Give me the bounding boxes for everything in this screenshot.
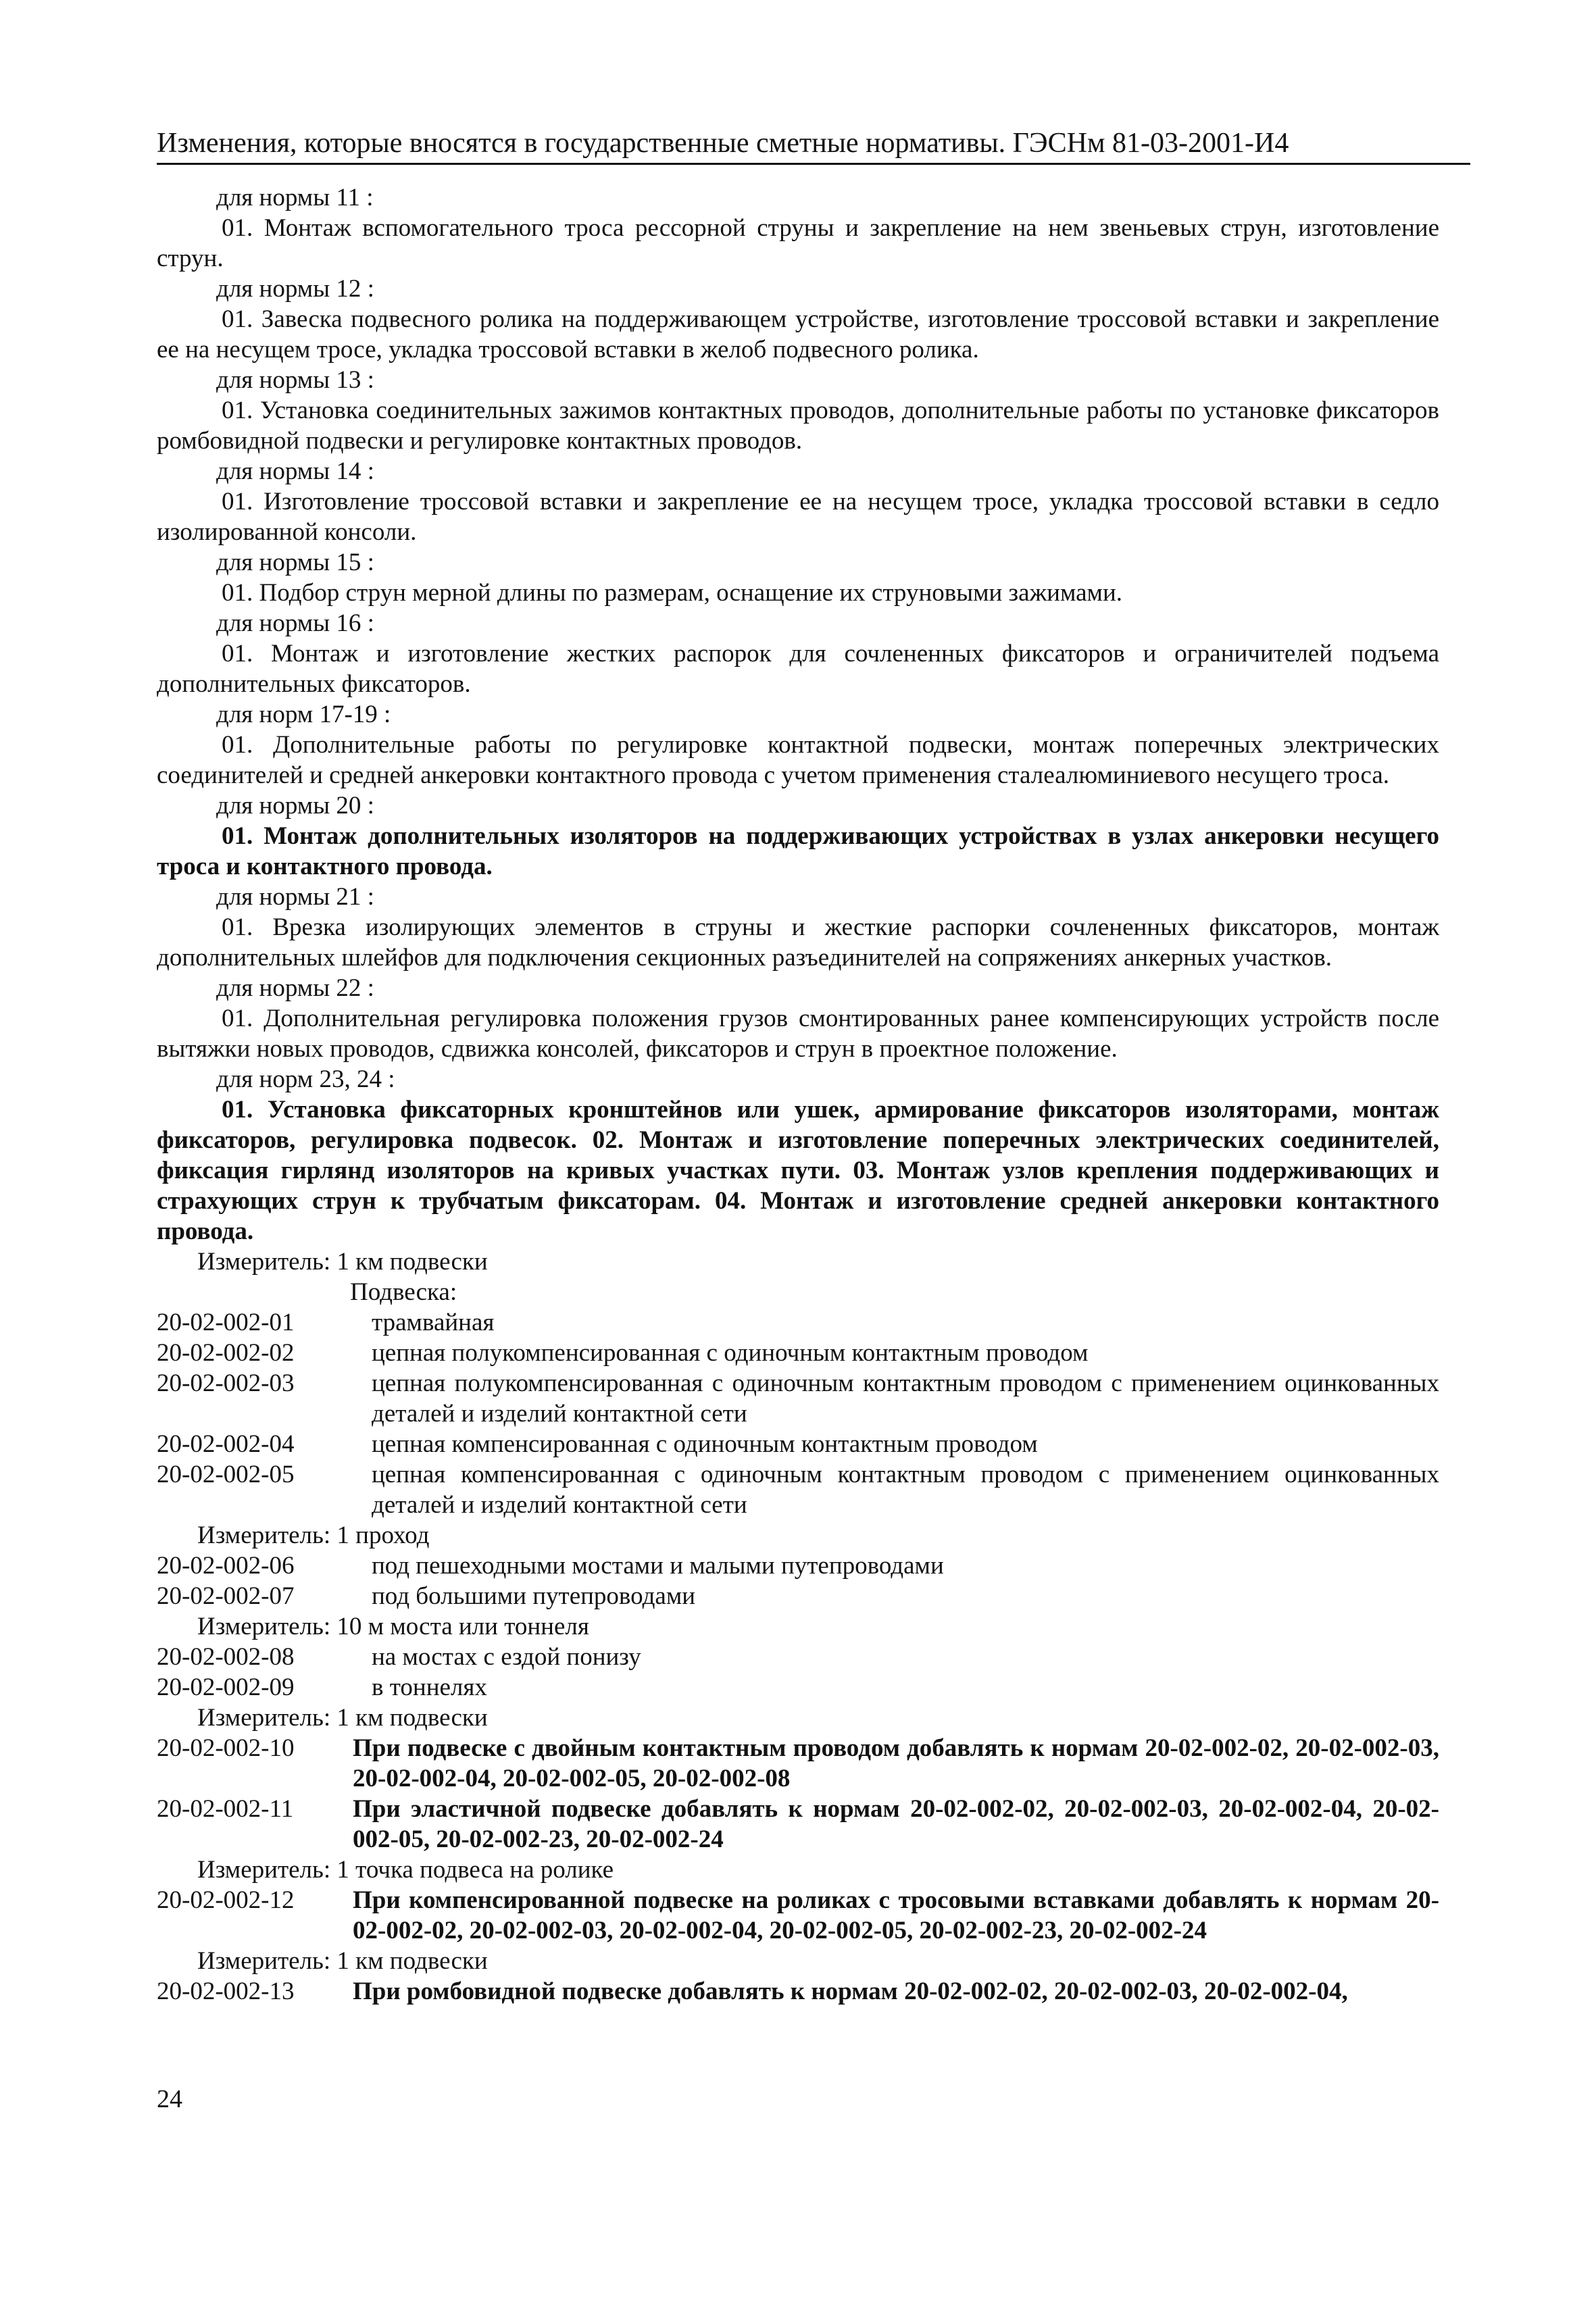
measurer-line: Измеритель: 10 м моста или тоннеля bbox=[197, 1613, 589, 1640]
norm-code: 20-02-002-05 bbox=[157, 1461, 295, 1488]
norm-code: 20-02-002-12 bbox=[157, 1886, 295, 1914]
norm-description: цепная компенсированная с одиночным контактным проводом с применением оцинкованных деталей и изделий контактной сети bbox=[372, 1461, 1439, 1519]
norm-label: для норм 17-19 : bbox=[216, 701, 391, 728]
norm-label: для нормы 13 : bbox=[216, 366, 374, 394]
measurer-line: Измеритель: 1 точка подвеса на ролике bbox=[197, 1856, 614, 1884]
norm-label: для норм 23, 24 : bbox=[216, 1065, 395, 1093]
page-number: 24 bbox=[157, 2085, 182, 2113]
table-row bbox=[157, 1642, 1439, 1672]
norm-code: 20-02-002-03 bbox=[157, 1369, 295, 1397]
norm-description: При эластичной подвеске добавлять к нормам 20-02-002-02, 20-02-002-03, 20-02-002-04, 20-02-002-05, 20-02-002-23, 20-02-002-24 bbox=[353, 1795, 1439, 1853]
norm-label: для нормы 21 : bbox=[216, 883, 374, 911]
norm-text: 01. Дополнительные работы по регулировке контактной подвески, монтаж поперечных электрических соединителей и средней анкеровки контактного провода с учетом применения сталеалюминиевого несущего троса. bbox=[157, 731, 1439, 789]
table-row bbox=[157, 1581, 1439, 1611]
norm-text: 01. Завеска подвесного ролика на поддерживающем устройстве, изготовление тросcовой вставки и закрепление ее на несущем тросе, укладка тросcовой вставки в желоб подвесного ролика. bbox=[157, 305, 1439, 363]
table-row bbox=[157, 1368, 1439, 1429]
norm-code: 20-02-002-04 bbox=[157, 1430, 295, 1458]
table-row bbox=[157, 1885, 1439, 1946]
norm-description: цепная компенсированная с одиночным контактным проводом bbox=[372, 1430, 1038, 1458]
norm-label: для нормы 22 : bbox=[216, 974, 374, 1002]
page-header: Изменения, которые вносятся в государственные сметные нормативы. ГЭСНм 81-03-2001-И4 bbox=[157, 128, 1289, 159]
norm-description: под пешеходными мостами и малыми путепроводами bbox=[372, 1552, 944, 1580]
norm-description: цепная полукомпенсированная с одиночным контактным проводом bbox=[372, 1339, 1089, 1367]
norm-text: 01. Монтаж дополнительных изоляторов на поддерживающих устройствах в узлах анкеровки несущего троса и контактного провода. bbox=[157, 822, 1439, 880]
norm-code: 20-02-002-08 bbox=[157, 1643, 295, 1671]
norm-code: 20-02-002-10 bbox=[157, 1734, 295, 1762]
norm-text: 01. Монтаж и изготовление жестких распорок для сочлененных фиксаторов и ограничителей подъема дополнительных фиксаторов. bbox=[157, 640, 1439, 698]
measurer-line: Измеритель: 1 км подвески bbox=[197, 1704, 488, 1732]
norm-label: для нормы 14 : bbox=[216, 457, 374, 485]
measurer-line: Измеритель: 1 проход bbox=[197, 1521, 430, 1549]
norm-text: 01. Врезка изолирующих элементов в струны и жесткие распорки сочлененных фиксаторов, монтаж дополнительных шлейфов для подключения секционных разъединителей на сопряжениях анкерных участков. bbox=[157, 913, 1439, 972]
norm-text: 01. Изготовление тросcовой вставки и закрепление ее на несущем тросе, укладка тросcовой вставки в седло изолированной консоли. bbox=[157, 488, 1439, 546]
norm-description: под большими путепроводами bbox=[372, 1582, 696, 1610]
table-row bbox=[157, 1672, 1439, 1703]
measurer-line: Измеритель: 1 км подвески bbox=[197, 1947, 488, 1975]
table-row bbox=[157, 1307, 1439, 1338]
table-row bbox=[157, 1794, 1439, 1855]
norm-text: 01. Установка соединительных зажимов контактных проводов, дополнительные работы по установке фиксаторов ромбовидной подвески и регулировке контактных проводов. bbox=[157, 397, 1439, 455]
norm-description: цепная полукомпенсированная с одиночным контактным проводом с применением оцинкованных деталей и изделий контактной сети bbox=[372, 1369, 1439, 1428]
norm-code: 20-02-002-07 bbox=[157, 1582, 295, 1610]
table-row bbox=[157, 1733, 1439, 1794]
norm-label: для нормы 15 : bbox=[216, 549, 374, 576]
document-body bbox=[157, 182, 1439, 2007]
norm-text: 01. Установка фиксаторных кронштейнов или ушек, армирование фиксаторов изоляторами, монтаж фиксаторов, регулировка подвесок. 02. Монтаж и изготовление поперечных электрических соединителей, фиксация гирлянд изоляторов на кривых участках пути. 03. Монтаж узлов крепления поддерживающих и страхующих струн к трубчатым фиксаторам. 04. Монтаж и изготовление средней анкеровки контактного провода. bbox=[157, 1096, 1439, 1245]
table-subheading: Подвеска: bbox=[350, 1278, 457, 1306]
norm-text: 01. Подбор струн мерной длины по размерам, оснащение их струновыми зажимами. bbox=[222, 579, 1122, 607]
table-row bbox=[157, 1976, 1439, 2007]
table-row bbox=[157, 1459, 1439, 1520]
table-row bbox=[157, 1338, 1439, 1368]
norm-code: 20-02-002-13 bbox=[157, 1978, 295, 2005]
norm-label: для нормы 16 : bbox=[216, 609, 374, 637]
norm-text: 01. Дополнительная регулировка положения грузов смонтированных ранее компенсирующих устройств после вытяжки новых проводов, сдвижка консолей, фиксаторов и струн в проектное положение. bbox=[157, 1005, 1439, 1063]
norm-code: 20-02-002-11 bbox=[157, 1795, 294, 1823]
norm-code: 20-02-002-09 bbox=[157, 1674, 295, 1701]
norm-code: 20-02-002-01 bbox=[157, 1309, 295, 1336]
header-divider bbox=[157, 163, 1470, 165]
measurer-line: Измеритель: 1 км подвески bbox=[197, 1248, 488, 1276]
norm-label: для нормы 12 : bbox=[216, 275, 374, 303]
norm-label: для нормы 20 : bbox=[216, 792, 374, 820]
norm-description: При подвеске с двойным контактным проводом добавлять к нормам 20-02-002-02, 20-02-002-03, 20-02-002-04, 20-02-002-05, 20-02-002-08 bbox=[353, 1734, 1439, 1792]
norm-code: 20-02-002-06 bbox=[157, 1552, 295, 1580]
table-row bbox=[157, 1429, 1439, 1459]
table-row bbox=[157, 1551, 1439, 1581]
norm-text: 01. Монтаж вспомогательного троса рессорной струны и закрепление на нем звеньевых струн, изготовление струн. bbox=[157, 214, 1439, 272]
norm-label: для нормы 11 : bbox=[216, 184, 374, 211]
norm-description: в тоннелях bbox=[372, 1674, 487, 1701]
norm-description: на мостах с ездой понизу bbox=[372, 1643, 641, 1671]
norm-description: трамвайная bbox=[372, 1309, 495, 1336]
norm-code: 20-02-002-02 bbox=[157, 1339, 295, 1367]
norm-description: При компенсированной подвеске на роликах с тросовыми вставками добавлять к нормам 20-02-002-02, 20-02-002-03, 20-02-002-04, 20-02-002-05, 20-02-002-23, 20-02-002-24 bbox=[353, 1886, 1439, 1944]
norm-description: При ромбовидной подвеске добавлять к нормам 20-02-002-02, 20-02-002-03, 20-02-002-04, bbox=[353, 1978, 1348, 2005]
